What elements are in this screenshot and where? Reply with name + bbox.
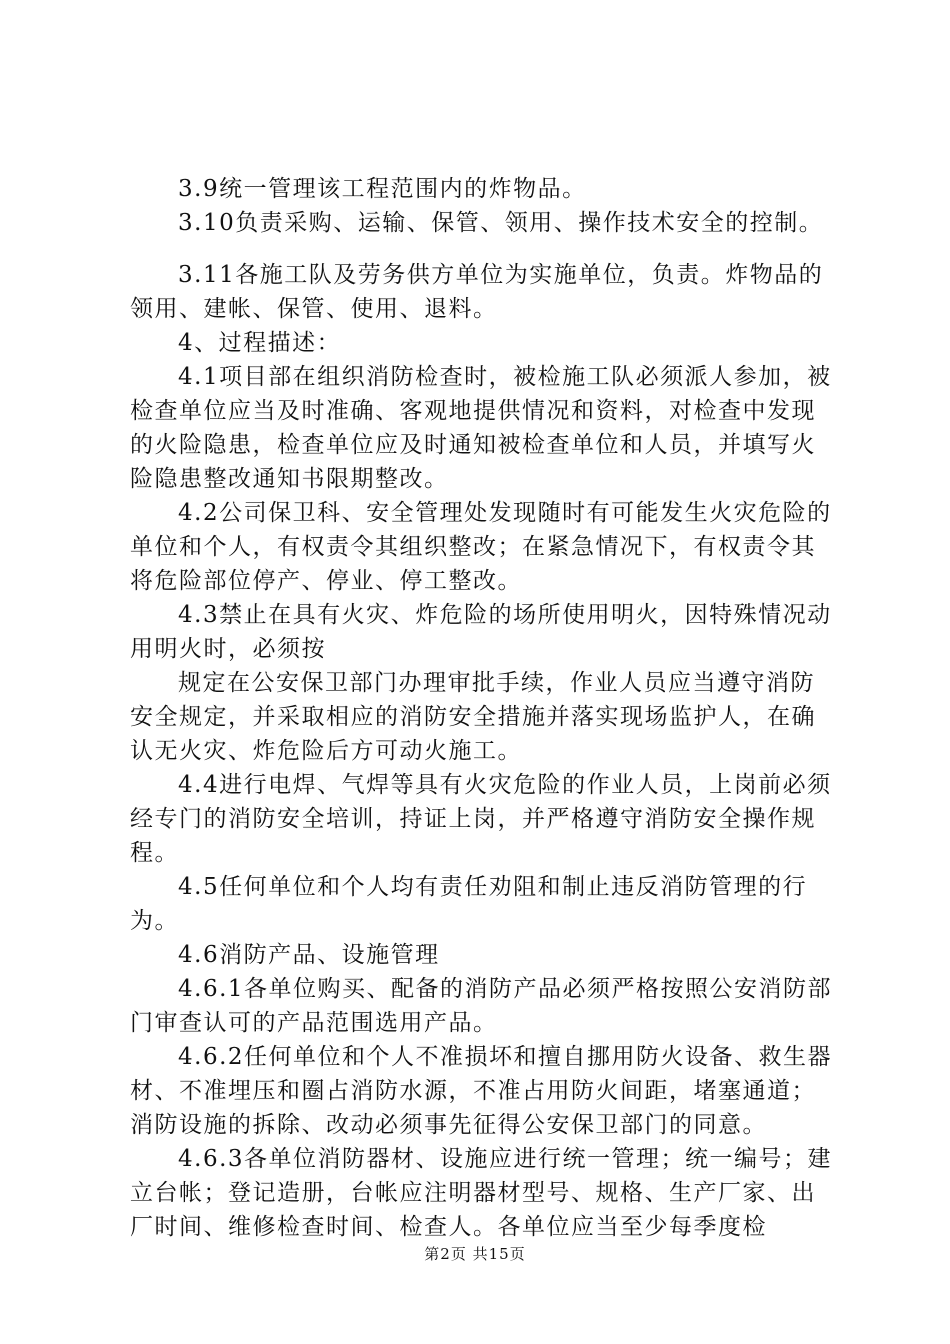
document-body [130, 172, 835, 1244]
paragraph-4-4: 4.4进行电焊、气焊等具有火灾危险的作业人员，上岗前必须经专门的消防安全培训，持证上岗，并严格遵守消防安全操作规程。 [130, 772, 832, 866]
paragraph-3-11: 3.11各施工队及劳务供方单位为实施单位，负责。炸物品的领用、建帐、保管、使用、退料。 [130, 262, 824, 322]
paragraph-3-9: 3.9统一管理该工程范围内的炸物品。 [178, 176, 587, 202]
paragraph-4-5: 4.5任何单位和个人均有责任劝阻和制止违反消防管理的行为。 [130, 874, 808, 934]
section-heading-process: 4、过程描述： [178, 330, 342, 356]
paragraph-4-6-2: 4.6.2任何单位和个人不准损坏和擅自挪用防火设备、救生器材、不准埋压和圈占消防水源，不准占用防火间距，堵塞通道；消防设施的拆除、改动必须事先征得公安保卫部门的同意。 [130, 1044, 833, 1138]
paragraph-4-2: 4.2公司保卫科、安全管理处发现随时有可能发生火灾危险的单位和个人，有权责令其组织整改；在紧急情况下，有权责令其将危险部位停产、停业、停工整改。 [130, 500, 832, 594]
paragraph-3-10: 3.10负责采购、运输、保管、领用、操作技术安全的控制。 [178, 210, 824, 236]
page-number-footer: 第2页 共15页 [424, 1245, 526, 1263]
paragraph-4-6-3: 4.6.3各单位消防器材、设施应进行统一管理；统一编号；建立台帐；登记造册，台帐应注明器材型号、规格、生产厂家、出厂时间、维修检查时间、检查人。各单位应当至少每季度检 [130, 1146, 833, 1240]
paragraph-4-1: 4.1项目部在组织消防检查时，被检施工队必须派人参加，被检查单位应当及时准确、客观地提供情况和资料，对检查中发现的火险隐患，检查单位应及时通知被检查单位和人员，并填写火险隐患整改通知书限期整改。 [130, 364, 832, 492]
paragraph-4-6-1: 4.6.1各单位购买、配备的消防产品必须严格按照公安消防部门审查认可的产品范围选用产品。 [130, 976, 833, 1036]
paragraph-4-3-continued: 规定在公安保卫部门办理审批手续，作业人员应当遵守消防安全规定，并采取相应的消防安全措施并落实现场监护人，在确认无火灾、炸危险后方可动火施工。 [130, 670, 816, 764]
paragraph-4-3: 4.3禁止在具有火灾、炸危险的场所使用明火，因特殊情况动用明火时，必须按 [130, 602, 832, 662]
heading-4-6: 4.6消防产品、设施管理 [178, 942, 440, 968]
